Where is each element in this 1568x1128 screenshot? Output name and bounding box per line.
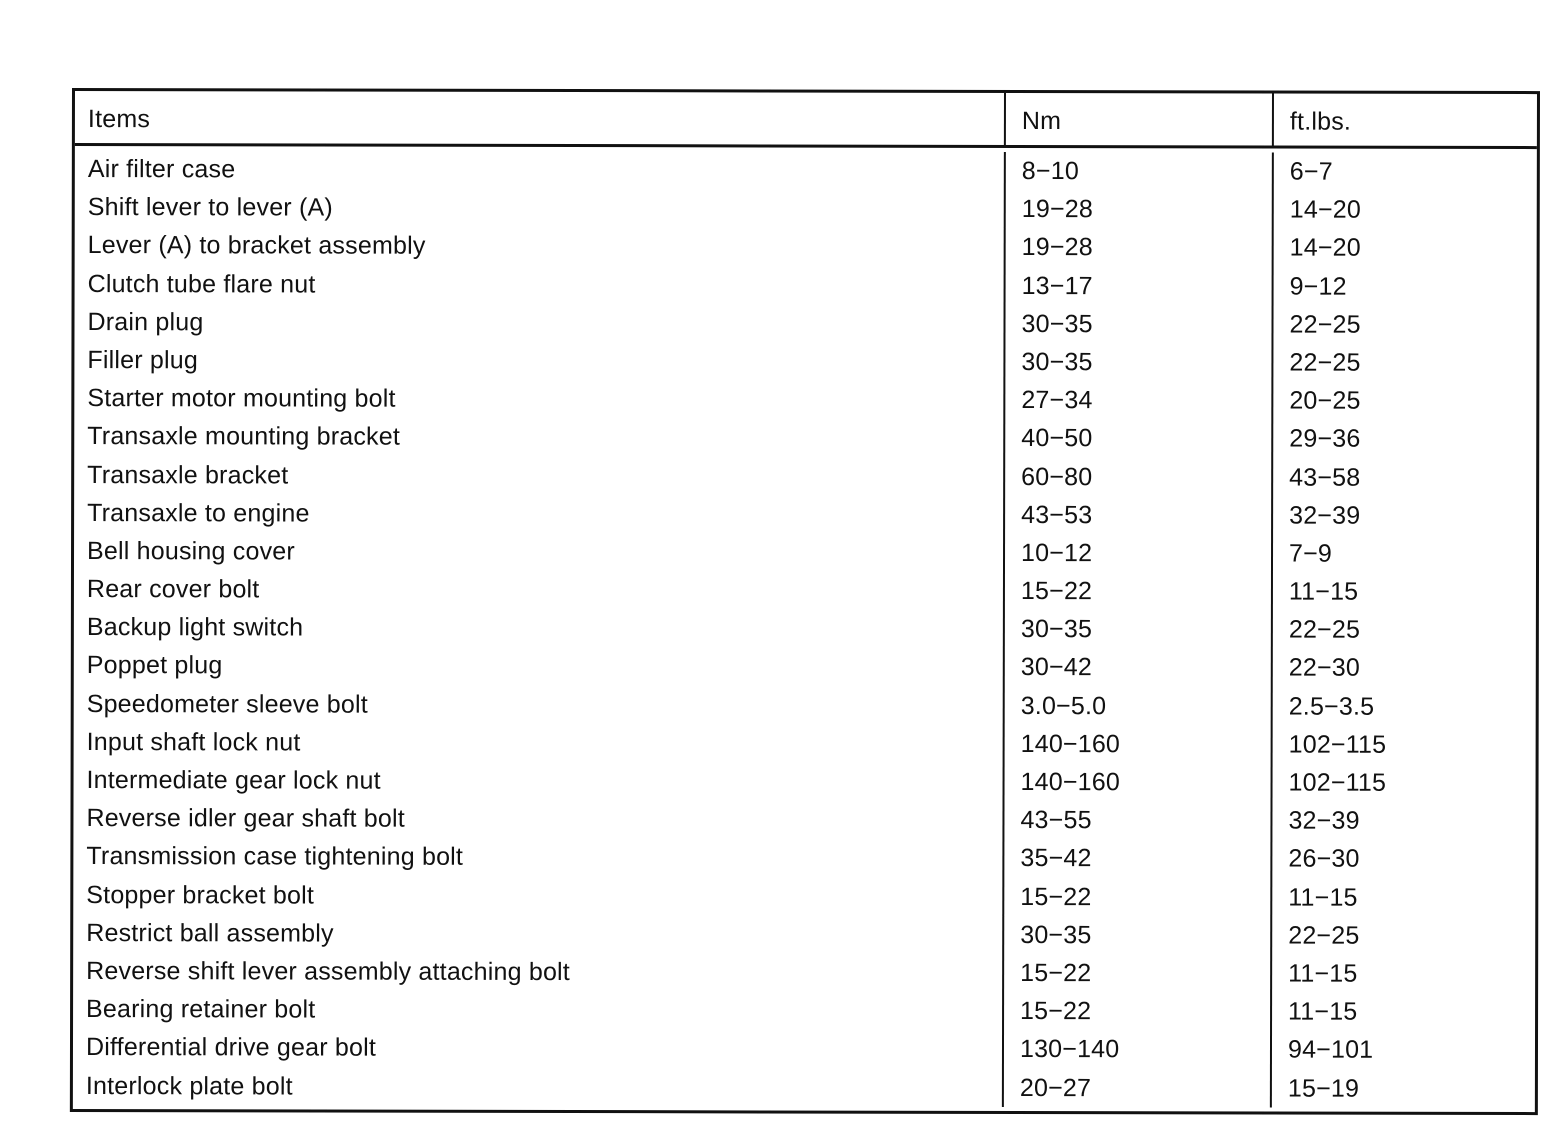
row-item-cell: Clutch tube flare nut <box>75 265 1006 305</box>
header-ftlbs: ft.lbs. <box>1289 107 1352 136</box>
table-row <box>73 876 1535 917</box>
table-row <box>74 646 1536 687</box>
row-item-cell: Transaxle mounting bracket <box>74 417 1005 457</box>
table-row <box>73 952 1535 993</box>
row-item-cell: Drain plug <box>74 303 1005 343</box>
row-item-cell: Bearing retainer bolt <box>73 990 1004 1030</box>
row-nm-cell: 19−28 <box>1006 228 1274 267</box>
row-ftlbs-cell: 15−19 <box>1287 1074 1360 1103</box>
row-ftlbs-cell: 102−115 <box>1288 768 1387 797</box>
row-item-cell: Lever (A) to bracket assembly <box>75 226 1006 266</box>
table-row <box>75 150 1537 191</box>
row-item-cell: Shift lever to lever (A) <box>75 188 1006 228</box>
table-row <box>74 723 1536 764</box>
row-ftlbs-cell: 22−25 <box>1289 310 1361 339</box>
row-item-cell: Rear cover bolt <box>74 570 1005 610</box>
row-item-cell: Stopper bracket bolt <box>73 876 1004 916</box>
table-row <box>73 837 1535 878</box>
torque-spec-table <box>70 88 1540 1115</box>
table-row <box>74 303 1536 344</box>
row-ftlbs-cell: 22−25 <box>1288 921 1360 950</box>
row-nm-cell: 43−55 <box>1004 801 1272 840</box>
row-ftlbs-cell: 22−25 <box>1288 615 1361 644</box>
row-item-cell: Restrict ball assembly <box>73 914 1004 954</box>
row-nm-cell: 19−28 <box>1006 190 1274 229</box>
table-row <box>74 456 1536 497</box>
row-ftlbs-cell: 32−39 <box>1288 806 1360 835</box>
row-ftlbs-cell: 9−12 <box>1289 272 1347 301</box>
row-nm-cell: 10−12 <box>1005 534 1273 573</box>
row-item-cell: Starter motor mounting bolt <box>74 379 1005 419</box>
table-row <box>74 685 1536 726</box>
row-nm-cell: 43−53 <box>1005 496 1273 535</box>
row-ftlbs-cell: 102−115 <box>1288 730 1387 759</box>
row-ftlbs-cell: 11−15 <box>1288 959 1358 988</box>
row-item-cell: Reverse idler gear shaft bolt <box>73 799 1004 839</box>
row-nm-cell: 3.0−5.0 <box>1005 687 1273 726</box>
row-nm-cell: 30−35 <box>1004 916 1272 955</box>
row-item-cell: Poppet plug <box>74 646 1005 686</box>
table-row <box>73 1028 1535 1069</box>
table-row <box>74 379 1536 420</box>
row-ftlbs-cell: 2.5−3.5 <box>1288 692 1375 721</box>
row-item-cell: Reverse shift lever assembly attaching bolt <box>73 952 1004 992</box>
table-row <box>74 532 1536 573</box>
row-nm-cell: 140−160 <box>1005 725 1273 764</box>
row-item-cell: Air filter case <box>75 150 1006 190</box>
table-row <box>73 914 1535 955</box>
row-ftlbs-cell: 11−15 <box>1288 577 1359 606</box>
row-item-cell: Interlock plate bolt <box>73 1067 1004 1107</box>
row-nm-cell: 30−35 <box>1005 343 1273 382</box>
row-nm-cell: 140−160 <box>1005 763 1273 802</box>
row-nm-cell: 60−80 <box>1005 457 1273 496</box>
row-nm-cell: 40−50 <box>1005 419 1273 458</box>
row-nm-cell: 8−10 <box>1006 152 1274 191</box>
row-ftlbs-cell: 14−20 <box>1289 233 1361 263</box>
row-ftlbs-cell: 43−58 <box>1289 463 1361 492</box>
row-item-cell: Bell housing cover <box>74 532 1005 572</box>
row-nm-cell: 27−34 <box>1005 381 1273 420</box>
table-row <box>74 608 1536 649</box>
row-item-cell: Transaxle bracket <box>74 456 1005 496</box>
row-ftlbs-cell: 94−101 <box>1287 1035 1374 1065</box>
row-item-cell: Speedometer sleeve bolt <box>74 685 1005 725</box>
table-row <box>74 341 1536 382</box>
row-ftlbs-cell: 7−9 <box>1288 539 1333 568</box>
row-ftlbs-cell: 26−30 <box>1288 844 1360 874</box>
header-items: Items <box>75 91 1006 145</box>
row-nm-cell: 15−22 <box>1004 954 1272 993</box>
table-row <box>74 761 1536 802</box>
row-nm-cell: 130−140 <box>1004 1030 1272 1069</box>
row-ftlbs-cell: 14−20 <box>1289 195 1361 224</box>
table-row <box>74 494 1536 535</box>
table-row <box>75 226 1537 267</box>
table-body <box>73 146 1537 1112</box>
row-item-cell: Differential drive gear bolt <box>73 1028 1004 1068</box>
row-item-cell: Filler plug <box>74 341 1005 381</box>
row-item-cell: Input shaft lock nut <box>74 723 1005 763</box>
table-row <box>75 265 1537 306</box>
row-nm-cell: 35−42 <box>1004 839 1272 878</box>
row-ftlbs-cell: 29−36 <box>1289 424 1361 454</box>
row-ftlbs-cell: 22−30 <box>1288 653 1361 683</box>
row-nm-cell: 15−22 <box>1004 878 1272 917</box>
row-item-cell: Backup light switch <box>74 608 1005 648</box>
row-nm-cell: 13−17 <box>1006 267 1274 306</box>
table-row <box>74 570 1536 611</box>
row-nm-cell: 15−22 <box>1005 572 1273 611</box>
header-nm: Nm <box>1006 93 1274 146</box>
table-row <box>73 1067 1535 1108</box>
table-row <box>73 799 1535 840</box>
row-nm-cell: 30−42 <box>1005 648 1273 687</box>
row-nm-cell: 20−27 <box>1004 1068 1272 1107</box>
row-ftlbs-cell: 6−7 <box>1289 157 1333 186</box>
row-nm-cell: 30−35 <box>1005 305 1273 344</box>
row-ftlbs-cell: 11−15 <box>1288 997 1358 1026</box>
row-item-cell: Transmission case tightening bolt <box>73 837 1004 877</box>
row-item-cell: Intermediate gear lock nut <box>74 761 1005 801</box>
row-ftlbs-cell: 20−25 <box>1289 386 1361 415</box>
row-ftlbs-cell: 32−39 <box>1289 501 1361 530</box>
row-ftlbs-cell: 22−25 <box>1289 348 1361 377</box>
row-nm-cell: 30−35 <box>1005 610 1273 649</box>
row-ftlbs-cell: 11−15 <box>1288 883 1358 912</box>
row-nm-cell: 15−22 <box>1004 992 1272 1031</box>
table-row <box>75 188 1537 229</box>
table-row <box>73 990 1535 1031</box>
row-item-cell: Transaxle to engine <box>74 494 1005 534</box>
table-header-row <box>75 91 1537 149</box>
table-row <box>74 417 1536 458</box>
